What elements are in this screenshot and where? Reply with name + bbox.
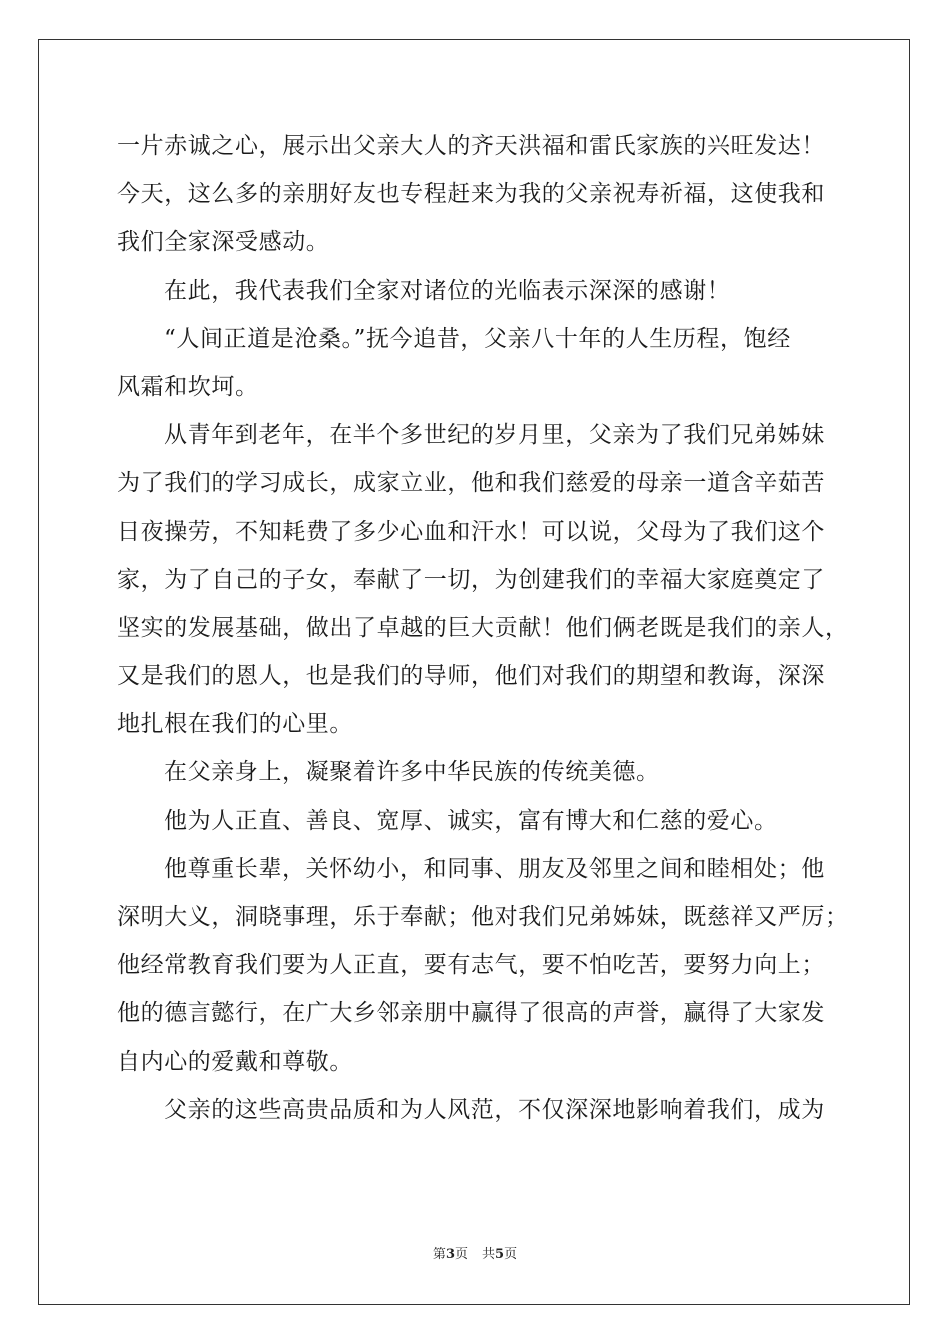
- text-line: 坚实的发展基础，做出了卓越的巨大贡献！他们俩老既是我们的亲人，: [117, 614, 849, 641]
- text-line: 自内心的爱戴和尊敬。: [117, 1048, 353, 1075]
- text-line: 他的德言懿行，在广大乡邻亲朋中赢得了很高的声誉，赢得了大家发: [117, 1000, 825, 1027]
- text-line: 他经常教育我们要为人正直，要有志气，要不怕吃苦，要努力向上；: [117, 952, 825, 979]
- text-line: 他尊重长辈，关怀幼小，和同事、朋友及邻里之间和睦相处；他: [164, 855, 825, 882]
- page-footer: [0, 1243, 950, 1262]
- total-pages-number: 5: [495, 1247, 505, 1262]
- document-body: [117, 122, 849, 1134]
- page-prefix: 第: [432, 1247, 446, 1262]
- text-line: 一片赤诚之心，展示出父亲大人的齐天洪福和雷氏家族的兴旺发达！: [117, 133, 825, 159]
- text-line: 他为人正直、善良、宽厚、诚实，富有博大和仁慈的爱心。: [164, 807, 778, 834]
- text-line: “人间正道是沧桑。”抚今追昔，父亲八十年的人生历程，饱经: [164, 325, 791, 352]
- page-suffix: 页: [454, 1247, 468, 1262]
- text-line: 我们全家深受感动。: [117, 229, 330, 256]
- text-line: 今天，这么多的亲朋好友也专程赶来为我的父亲祝寿祈福，这使我和: [117, 181, 825, 208]
- total-prefix: 共: [482, 1247, 496, 1262]
- text-line: 日夜操劳，不知耗费了多少心血和汗水！可以说，父母为了我们这个: [117, 518, 825, 545]
- text-line: 在父亲身上，凝聚着许多中华民族的传统美德。: [164, 759, 660, 786]
- text-line: 地扎根在我们的心里。: [117, 711, 353, 738]
- text-line: 深明大义，洞晓事理，乐于奉献；他对我们兄弟姊妹，既慈祥又严厉；: [117, 904, 849, 930]
- text-line: 家，为了自己的子女，奉献了一切，为创建我们的幸福大家庭奠定了: [117, 566, 825, 593]
- total-suffix: 页: [504, 1247, 518, 1262]
- text-line: 风霜和坎坷。: [117, 373, 259, 400]
- current-page-number: 3: [445, 1247, 455, 1262]
- text-line: 在此，我代表我们全家对诸位的光临表示深深的感谢！: [164, 277, 731, 304]
- text-line: 父亲的这些高贵品质和为人风范，不仅深深地影响着我们，成为: [164, 1096, 825, 1123]
- text-line: 为了我们的学习成长，成家立业，他和我们慈爱的母亲一道含辛茹苦: [117, 470, 825, 497]
- text-line: 从青年到老年，在半个多世纪的岁月里，父亲为了我们兄弟姊妹: [164, 422, 825, 449]
- text-line: 又是我们的恩人，也是我们的导师，他们对我们的期望和教诲，深深: [117, 663, 825, 690]
